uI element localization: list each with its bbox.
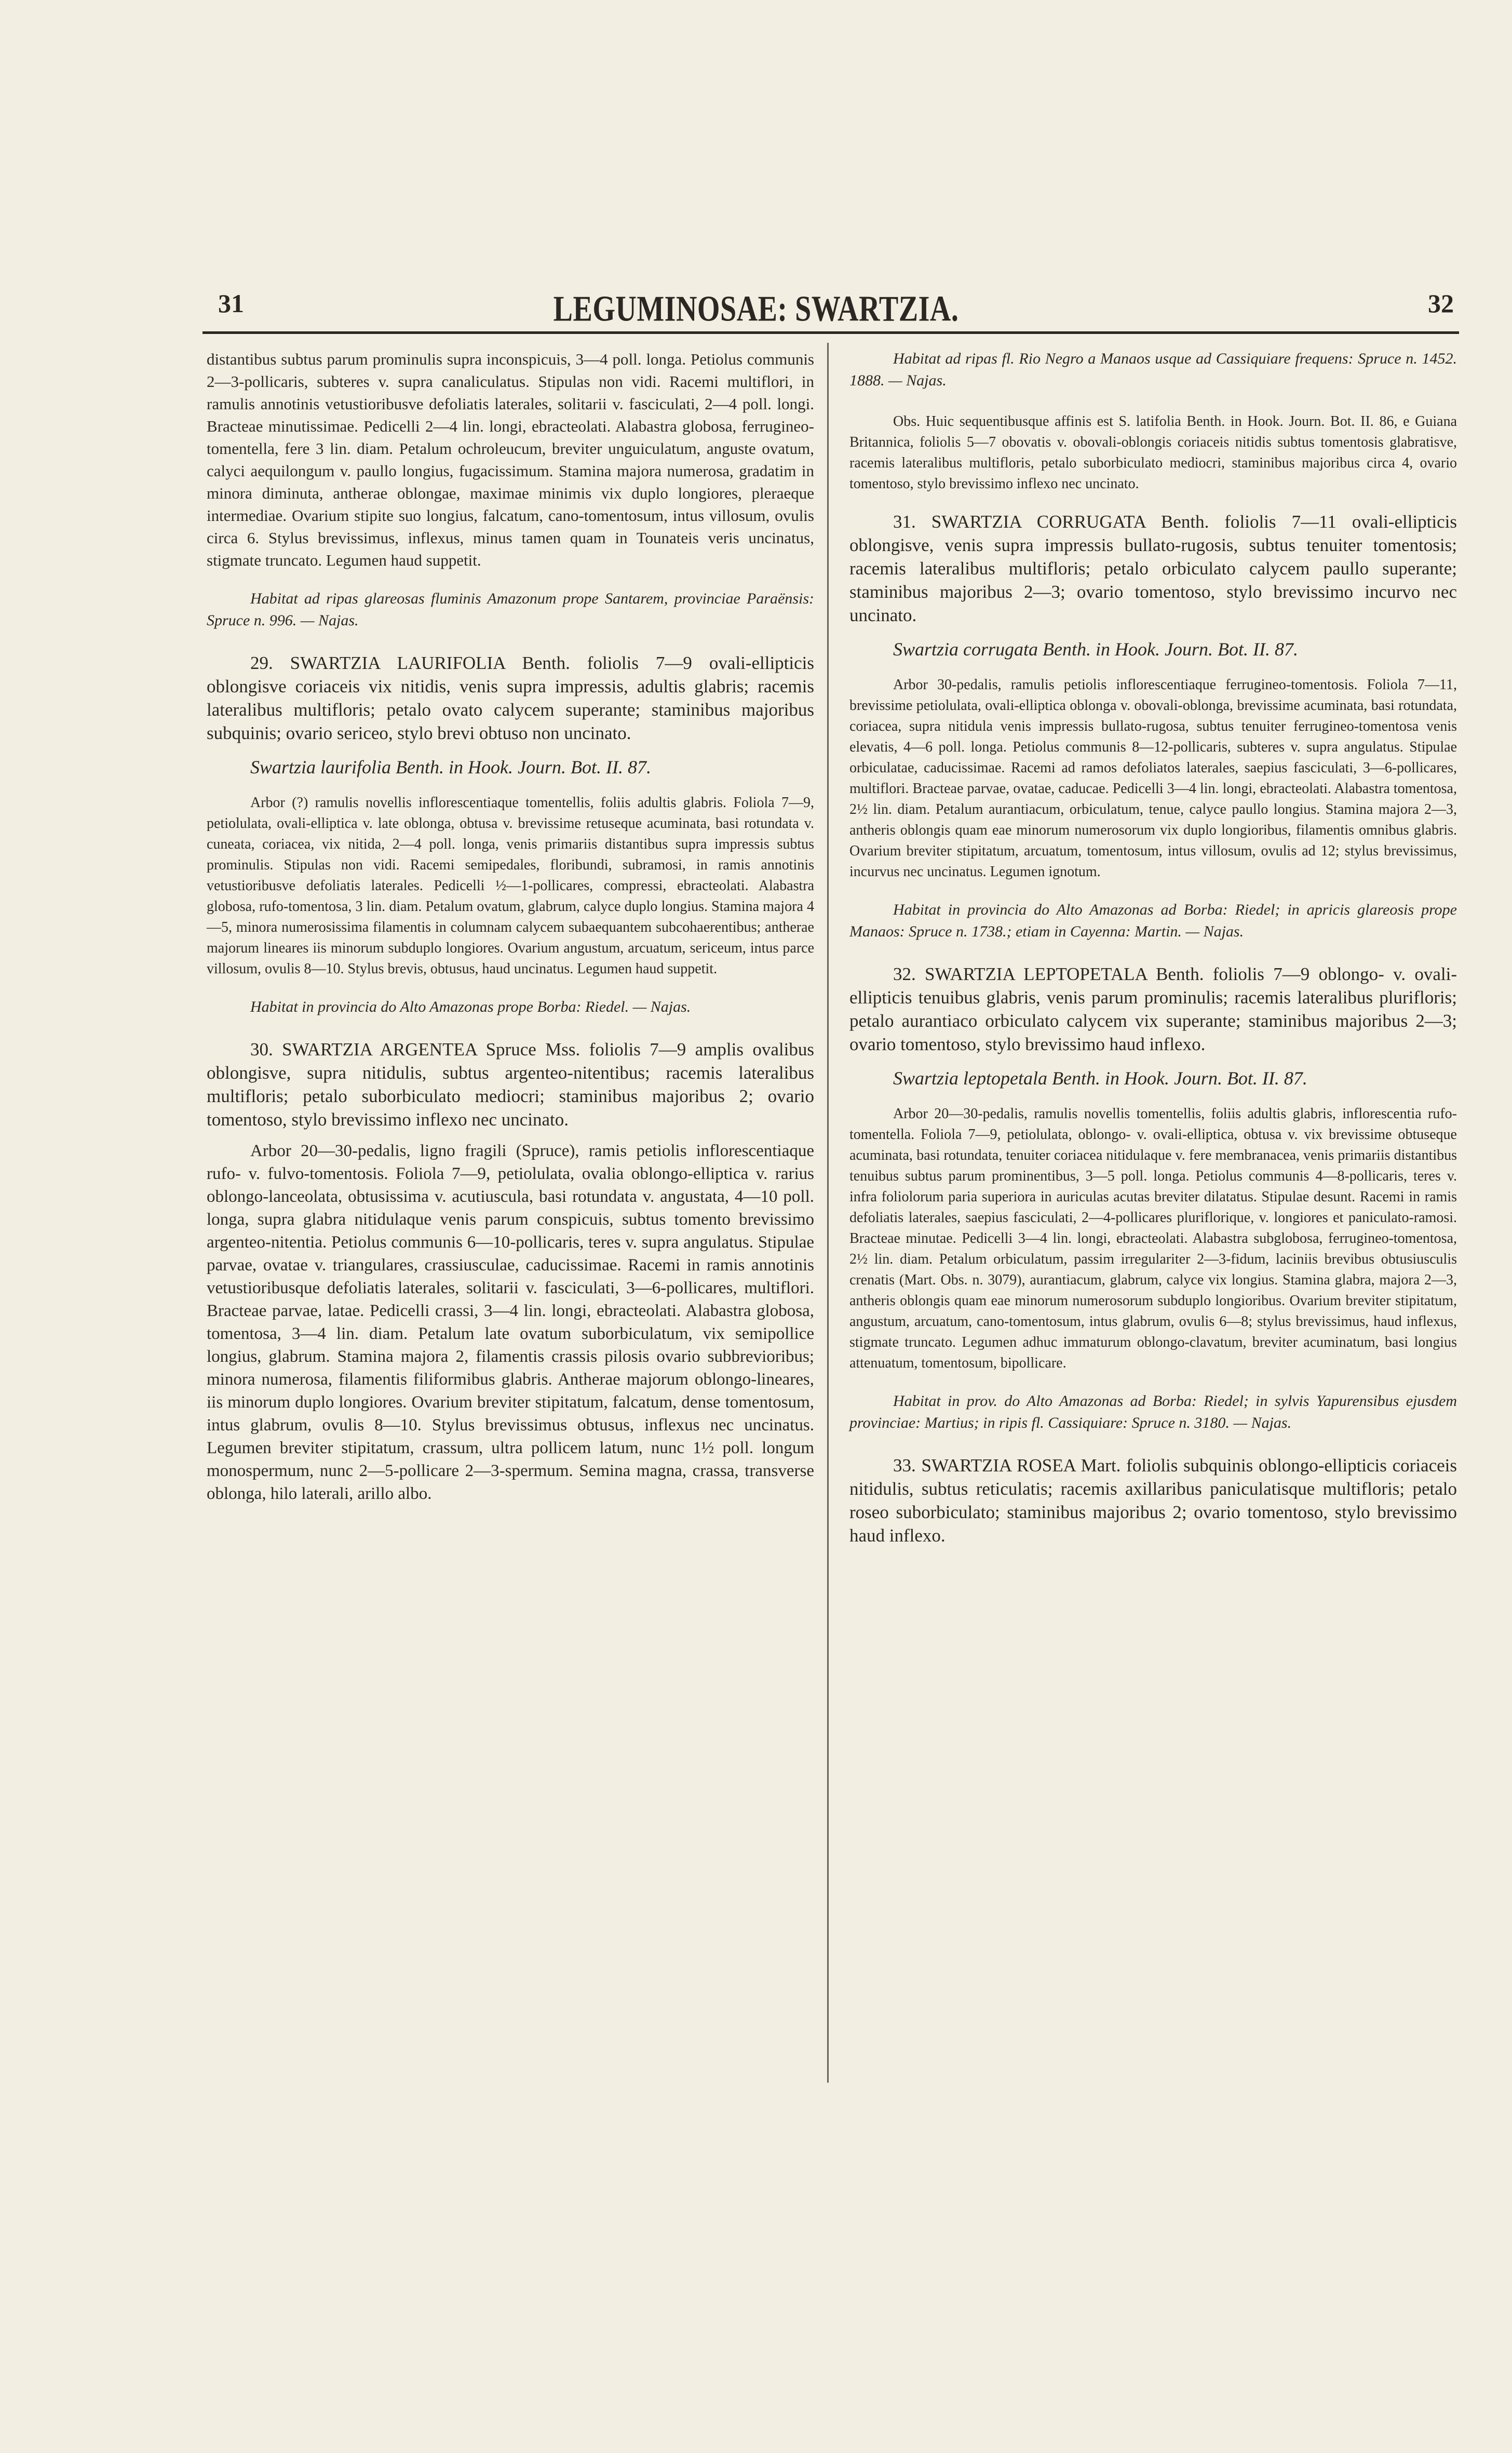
running-title: LEGUMINOSAE: SWARTZIA. bbox=[553, 289, 959, 329]
species-citation-32: Swartzia leptopetala Benth. in Hook. Journ. Bot. II. 87. bbox=[893, 1068, 1307, 1089]
species-description-30: Arbor 20—30-pedalis, ligno fragili (Spruce), ramis petiolis inflorescentiaque rufo- v. fulvo-tomentosis. Foliola 7—9, petiolulata, ovalia oblongo-elliptica v. rarius oblongo-lanceolata, obtusissima v. acutiuscula, basi rotundata v. angustata, 4—10 poll. longa, supra glabra nitidulaque venis parum conspicuis, subtus tomento brevissimo argenteo-nitentia. Petiolus communis 6—10-pollicaris, teres v. supra angulatus. Stipulae parvae, ovatae v. triangulares, crassiusculae, caducissimae. Racemi in ramis annotinis vetustioribusque defoliatis laterales, solitarii v. fasciculati, 3—6-pollicares, multiflori. Bracteae parvae, latae. Pedicelli crassi, 3—4 lin. longi, ebracteolati. Alabastra globosa, tomentosa, 3—4 lin. diam. Petalum late ovatum suborbiculatum, vix semipollice longius, glabrum. Stamina majora 2, filamentis crassis pilosis ovario subbrevioribus; minora numerosa, filamentis filiformibus glabris. Antherae majorum oblongo-lineares, iis minorum duplo longiores. Ovarium breviter stipitatum, falcatum, dense tomentosum, intus glabrum, ovulis 8—10. Stylus brevissimus obtusus, inflexus nec uncinatus. Legumen breviter stipitatum, crassum, ultra pollicem latum, nunc 1½ poll. longum monospermum, nunc 2—5-pollicare 2—3-spermum. Semina magna, crassa, transverse oblonga, hilo laterali, arillo albo. bbox=[207, 1142, 814, 1503]
observation-note: Obs. Huic sequentibusque affinis est S. latifolia Benth. in Hook. Journ. Bot. II. 86, e Guiana Britannica, foliolis 5—7 obovatis v. obovali-oblongis coriaceis nitidis subtus tomentosis glabratisve, racemis lateralibus multifloris, petalo suborbiculato mediocri, staminibus majoribus circa 4, ovario tomentoso, stylo brevissimo inflexo nec uncinato. bbox=[849, 413, 1457, 492]
page-number-right: 32 bbox=[1428, 289, 1454, 318]
left-column bbox=[207, 348, 814, 1513]
species-diagnosis-32: 32. SWARTZIA LEPTOPETALA Benth. foliolis 7—9 oblongo- v. ovali-ellipticis tenuibus glabris, venis parum prominulis; racemis lateralibus plurifloris; petalo aurantiaco orbiculato calycem vix superante; staminibus majoribus 2—3; ovario tomentoso, stylo brevissimo haud inflexo. bbox=[849, 964, 1457, 1054]
species-diagnosis-33: 33. SWARTZIA ROSEA Mart. foliolis subquinis oblongo-ellipticis coriaceis nitidulis, subtus reticulatis; racemis axillaribus paniculatisque multifloris; petalo roseo suborbiculato; staminibus majoribus 2; ovario tomentoso, stylo brevissimo haud inflexo. bbox=[849, 1455, 1457, 1546]
species-diagnosis-30: 30. SWARTZIA ARGENTEA Spruce Mss. foliolis 7—9 amplis ovalibus oblongisve, supra nitidulis, subtus argenteo-nitentibus; racemis lateralibus multifloris; petalo suborbiculato mediocri; staminibus majoribus 2; ovario tomentoso, stylo brevissimo inflexo nec uncinato. bbox=[207, 1039, 814, 1130]
header-rule bbox=[203, 331, 1459, 334]
running-header bbox=[0, 288, 1512, 330]
habitat-note: Habitat ad ripas fl. Rio Negro a Manaos usque ad Cassiquiare frequens: Spruce n. 1452. 1888. — Najas. bbox=[849, 350, 1457, 389]
column-divider bbox=[827, 343, 829, 2083]
species-citation-31: Swartzia corrugata Benth. in Hook. Journ. Bot. II. 87. bbox=[893, 639, 1298, 660]
paragraph: distantibus subtus parum prominulis supra inconspicuis, 3—4 poll. longa. Petiolus communis 2—3-pollicaris, subteres v. supra canaliculatus. Stipulas non vidi. Racemi multiflori, in ramulis annotinis vetustioribusve defoliatis laterales, solitarii v. fasciculati, 2—4 poll. longi. Bracteae minutissimae. Pedicelli 2—4 lin. longi, ebracteolati. Alabastra globosa, ferrugineo-tomentella, fere 3 lin. diam. Petalum ochroleucum, breviter unguiculatum, anguste ovatum, calyci aequilongum v. paullo longius, fugacissimum. Stamina majora numerosa, gradatim in minora diminuta, antherae oblongae, maximae minimis vix duplo longiores, pleraeque intermediae. Ovarium stipite suo longius, falcatum, cano-tomentosum, intus villosum, ovulis circa 6. Stylus brevissimus, inflexus, minus tamen quam in Tounateis veris uncinatus, stigmate truncato. Legumen haud suppetit. bbox=[207, 350, 814, 569]
habitat-note: Habitat ad ripas glareosas fluminis Amazonum prope Santarem, provinciae Paraënsis: Spruce n. 996. — Najas. bbox=[207, 590, 814, 629]
page-number-left: 31 bbox=[218, 289, 244, 318]
right-column bbox=[849, 348, 1457, 1556]
species-diagnosis-31: 31. SWARTZIA CORRUGATA Benth. foliolis 7—11 ovali-ellipticis oblongisve, venis supra impressis bullato-rugosis, subtus tenuiter tomentosis; racemis lateralibus multifloris; petalo orbiculato calycem paullo superante; staminibus majoribus 2—3; ovario tomentoso, stylo brevissimo incurvo nec uncinato. bbox=[849, 512, 1457, 625]
habitat-note: Habitat in provincia do Alto Amazonas prope Borba: Riedel. — Najas. bbox=[250, 998, 691, 1015]
species-citation-29: Swartzia laurifolia Benth. in Hook. Journ. Bot. II. 87. bbox=[250, 757, 651, 778]
habitat-note: Habitat in provincia do Alto Amazonas ad Borba: Riedel; in apricis glareosis prope Manaos: Spruce n. 1738.; etiam in Cayenna: Martin. — Najas. bbox=[849, 901, 1457, 940]
species-diagnosis-29: 29. SWARTZIA LAURIFOLIA Benth. foliolis 7—9 ovali-ellipticis oblongisve coriaceis vix nitidis, venis supra impressis, adultis glabris; racemis lateralibus multifloris; petalo ovato calycem superante; staminibus majoribus subquinis; ovario sericeo, stylo brevi obtuso non uncinato. bbox=[207, 653, 814, 743]
species-description-29: Arbor (?) ramulis novellis inflorescentiaque tomentellis, foliis adultis glabris. Foliola 7—9, petiolulata, ovali-elliptica v. late oblonga, obtusa v. brevissime retuseque acuminata, basi rotundata v. cuneata, coriacea, vix nitida, 2—4 poll. longa, venis primariis distantibus supra impressis subtus prominulis. Stipulas non vidi. Racemi semipedales, floribundi, subramosi, in ramis annotinis vetustioribusve defoliatis laterales. Pedicelli ½—1-pollicares, compressi, ebracteolati. Alabastra globosa, rufo-tomentosa, 3 lin. diam. Petalum ovatum, glabrum, calyce duplo longius. Stamina majora 4—5, minora numerosissima filamentis in columnam calycem subaequantem subcohaerentibus; antherae majorum lineares iis minorum subduplo longiores. Ovarium angustum, arcuatum, sericeum, intus parce villosum, ovulis 8—10. Stylus brevis, obtusus, haud uncinatus. Legumen haud suppetit. bbox=[207, 795, 814, 977]
species-description-32: Arbor 20—30-pedalis, ramulis novellis tomentellis, foliis adultis glabris, inflorescentia rufo-tomentella. Foliola 7—9, petiolulata, oblongo- v. ovali-elliptica, obtusa v. vix brevissime obtuseque acuminata, basi rotundata, tenuiter coriacea nitidulaque v. fere membranacea, venis primariis distantibus tenuibus subtus parum prominentibus, 3—5 poll. longa. Petiolus communis 4—8-pollicaris, teres v. infra foliolorum paria superiora in auriculas acutas breviter dilatatus. Stipulae desunt. Racemi in ramis defoliatis laterales, saepius fasciculati, 2—4-pollicares pluriflorique, v. longiores et paniculato-ramosi. Bracteae minutae. Pedicelli 3—4 lin. longi, ebracteolati. Alabastra subglobosa, ferrugineo-tomentosa, 2½ lin. diam. Petalum orbiculatum, passim irregulariter 2—3-fidum, laciniis brevibus obtusiusculis crenatis (Mart. Obs. n. 3079), aurantiacum, glabrum, calyce vix longius. Stamina glabra, majora 2—3, antheris oblongis quam eae minorum numerosorum subduplo longioribus. Ovarium breviter stipitatum, angustum, arcuatum, cano-tomentosum, intus glabrum, ovulis 6—8; stylus brevissimus, haud inflexus, stigmate truncato. Legumen adhuc immaturum oblongo-clavatum, breviter acuminatum, basi longius attenuatum, tomentosum, bipollicare. bbox=[849, 1106, 1457, 1371]
species-description-31: Arbor 30-pedalis, ramulis petiolis inflorescentiaque ferrugineo-tomentosis. Foliola 7—11, brevissime petiolulata, ovali-elliptica oblonga v. obovali-oblonga, brevissime acuminata, basi rotundata, coriacea, supra nitidula venis impressis bullato-rugosa, subtus tenuiter ferrugineo-tomentosa venis elevatis, 4—6 poll. longa. Petiolus communis 8—12-pollicaris, subteres v. supra angulatus. Stipulae orbiculatae, caducissimae. Racemi ad ramos defoliatos laterales, saepius fasciculati, 3—6-pollicares, multiflori. Bracteae parvae, ovatae, caducae. Pedicelli 3—4 lin. longi, ebracteolati. Alabastra tomentosa, 2½ lin. diam. Petalum aurantiacum, orbiculatum, tenue, calyce paullo longius. Stamina majora 2—3, antheris oblongis quam eae minorum numerosorum vix duplo longioribus, filamentis omnibus glabris. Ovarium breviter stipitatum, arcuatum, tomentosum, intus villosum, ovulis ad 12; stylus brevissimus, incurvus nec uncinatus. Legumen ignotum. bbox=[849, 677, 1457, 880]
habitat-note: Habitat in prov. do Alto Amazonas ad Borba: Riedel; in sylvis Yapurensibus ejusdem provinciae: Martius; in ripis fl. Cassiquiare: Spruce n. 3180. — Najas. bbox=[849, 1392, 1457, 1431]
